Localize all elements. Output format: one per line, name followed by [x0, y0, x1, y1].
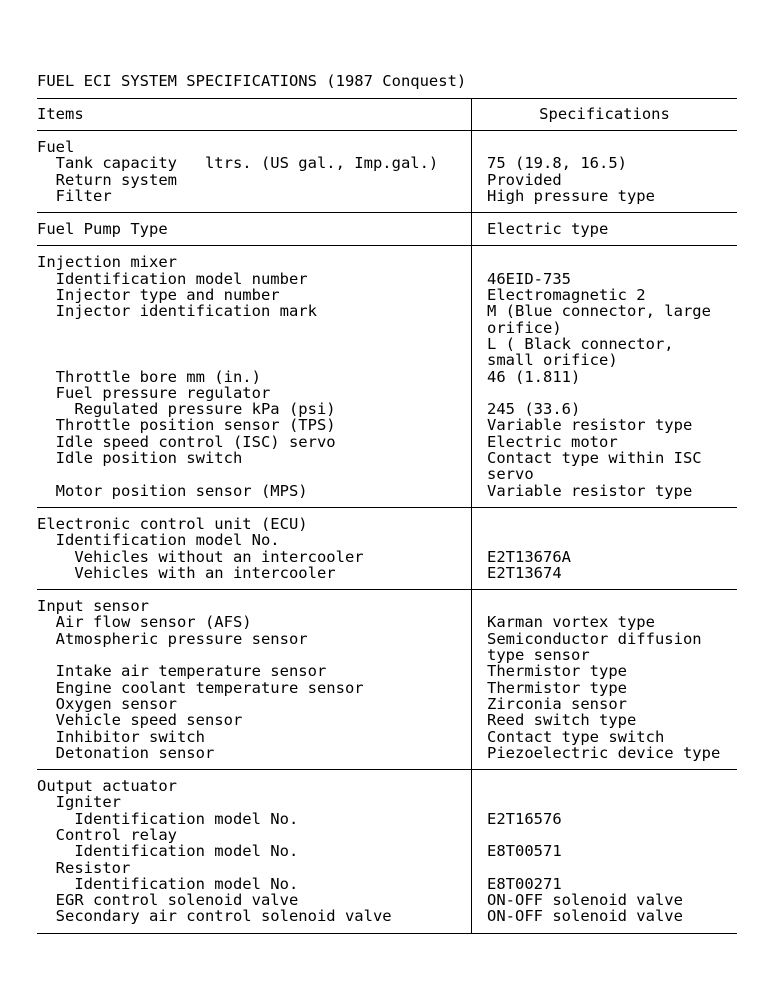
item-line: Identification model number — [37, 269, 308, 288]
item-line — [37, 466, 487, 482]
spec-line: Piezoelectric device type — [487, 743, 721, 762]
item-line: Fuel — [37, 138, 75, 156]
item-line — [37, 647, 487, 663]
section-items-cell — [37, 516, 487, 581]
spec-line — [487, 794, 737, 810]
section-specs-cell — [487, 778, 737, 925]
item-line: Electronic control unit (ECU) — [37, 514, 308, 533]
column-divider — [471, 590, 472, 769]
spec-line: 75 (19.8, 16.5) — [487, 154, 627, 173]
spec-line: Thermistor type — [487, 678, 627, 697]
spec-line: Karman vortex type — [487, 613, 655, 632]
column-divider — [471, 508, 472, 589]
item-line: Injector identification mark — [37, 302, 317, 321]
spec-line: Electric motor — [487, 432, 618, 451]
item-line: Throttle position sensor (TPS) — [37, 416, 336, 435]
spec-line: type sensor — [487, 646, 590, 665]
spec-line: E8T00571 — [487, 842, 562, 861]
spec-line: E2T13674 — [487, 563, 562, 582]
spec-line: M (Blue connector, large — [487, 302, 711, 321]
item-line: Intake air temperature sensor — [37, 662, 327, 681]
item-line — [37, 352, 487, 368]
column-divider — [471, 131, 472, 212]
item-line: Oxygen sensor — [37, 694, 177, 713]
item-line: Air flow sensor (AFS) — [37, 613, 252, 632]
item-line: Injection mixer — [37, 253, 177, 272]
item-line: Identification model No. — [37, 874, 299, 893]
item-line: Secondary air control solenoid valve — [37, 907, 392, 926]
item-line: Identification model No. — [37, 531, 280, 550]
item-line: Input sensor — [37, 597, 149, 616]
item-line: Output actuator — [37, 777, 177, 796]
spec-line: orifice) — [487, 318, 562, 337]
spec-table — [37, 98, 737, 934]
table-section — [37, 590, 737, 769]
table-section — [37, 246, 737, 506]
table-section — [37, 213, 737, 245]
item-line: Igniter — [37, 793, 121, 812]
spec-line — [487, 254, 737, 270]
section-specs-cell — [487, 139, 737, 204]
item-line — [37, 336, 487, 352]
item-line: Engine coolant temperature sensor — [37, 678, 364, 697]
spec-line: 46 (1.811) — [487, 367, 581, 386]
table-section — [37, 131, 737, 212]
spec-line — [487, 827, 737, 843]
item-line: Identification model No. — [37, 809, 299, 828]
spec-line — [487, 860, 737, 876]
spec-line: High pressure type — [487, 186, 655, 205]
spec-line: Provided — [487, 170, 562, 189]
spec-line — [487, 532, 737, 548]
item-line: Vehicles with an intercooler — [37, 563, 336, 582]
item-line: Fuel Pump Type — [37, 220, 168, 239]
section-items-cell — [37, 139, 487, 204]
section-items-cell — [37, 221, 487, 237]
column-divider — [471, 213, 472, 245]
spec-line — [487, 516, 737, 532]
document-title: FUEL ECI SYSTEM SPECIFICATIONS (1987 Conquest) — [37, 72, 467, 90]
spec-line: E2T13676A — [487, 547, 571, 566]
spec-line: L ( Black connector, — [487, 334, 674, 353]
item-line: Filter — [37, 186, 112, 205]
section-specs-cell — [487, 254, 737, 498]
spec-line: ON-OFF solenoid valve — [487, 891, 683, 910]
spec-line: 46EID-735 — [487, 269, 571, 288]
column-divider — [471, 770, 472, 933]
spec-line: Reed switch type — [487, 711, 637, 730]
spec-line — [487, 598, 737, 614]
item-line: Identification model No. — [37, 842, 299, 861]
spec-line — [487, 385, 737, 401]
section-specs-cell — [487, 221, 737, 237]
item-line: Atmospheric pressure sensor — [37, 629, 308, 648]
item-line: Fuel pressure regulator — [37, 383, 271, 402]
section-items-cell — [37, 254, 487, 498]
spec-line: Contact type within ISC — [487, 449, 702, 468]
spec-line: small orifice) — [487, 351, 618, 370]
item-line: Injector type and number — [37, 286, 280, 305]
spec-line — [487, 139, 737, 155]
spec-line: Electromagnetic 2 — [487, 286, 646, 305]
item-line: Detonation sensor — [37, 743, 215, 762]
item-line: Return system — [37, 170, 177, 189]
table-header-row — [37, 99, 737, 130]
section-items-cell — [37, 778, 487, 925]
spec-line: servo — [487, 465, 534, 484]
item-line: Regulated pressure kPa (psi) — [37, 400, 336, 419]
item-line: Vehicle speed sensor — [37, 711, 243, 730]
item-line: Inhibitor switch — [37, 727, 205, 746]
spec-line — [487, 778, 737, 794]
spec-line: Variable resistor type — [487, 481, 693, 500]
spec-line: Zirconia sensor — [487, 694, 627, 713]
item-line: Resistor — [37, 858, 131, 877]
section-specs-cell — [487, 598, 737, 761]
item-line: Throttle bore mm (in.) — [37, 367, 261, 386]
item-line: Idle position switch — [37, 449, 243, 468]
spec-line: Variable resistor type — [487, 416, 693, 435]
section-rule — [37, 933, 737, 934]
header-items: Items — [37, 105, 84, 123]
table-body — [37, 131, 737, 934]
spec-line: Thermistor type — [487, 662, 627, 681]
column-divider — [471, 246, 472, 506]
item-line: Idle speed control (ISC) servo — [37, 432, 336, 451]
item-line — [37, 320, 487, 336]
section-items-cell — [37, 598, 487, 761]
spec-line: E2T16576 — [487, 809, 562, 828]
header-specifications: Specifications — [539, 105, 670, 123]
item-line: Tank capacity ltrs. (US gal., Imp.gal.) — [37, 154, 439, 173]
item-line: Vehicles without an intercooler — [37, 547, 364, 566]
spec-line: Contact type switch — [487, 727, 665, 746]
section-specs-cell — [487, 516, 737, 581]
spec-line: Semiconductor diffusion — [487, 629, 702, 648]
spec-line: E8T00271 — [487, 874, 562, 893]
item-line: EGR control solenoid valve — [37, 891, 299, 910]
spec-line: ON-OFF solenoid valve — [487, 907, 683, 926]
spec-line: 245 (33.6) — [487, 400, 581, 419]
item-line: Motor position sensor (MPS) — [37, 481, 308, 500]
item-line: Control relay — [37, 825, 177, 844]
table-section — [37, 508, 737, 589]
spec-line: Electric type — [487, 220, 609, 239]
table-section — [37, 770, 737, 933]
